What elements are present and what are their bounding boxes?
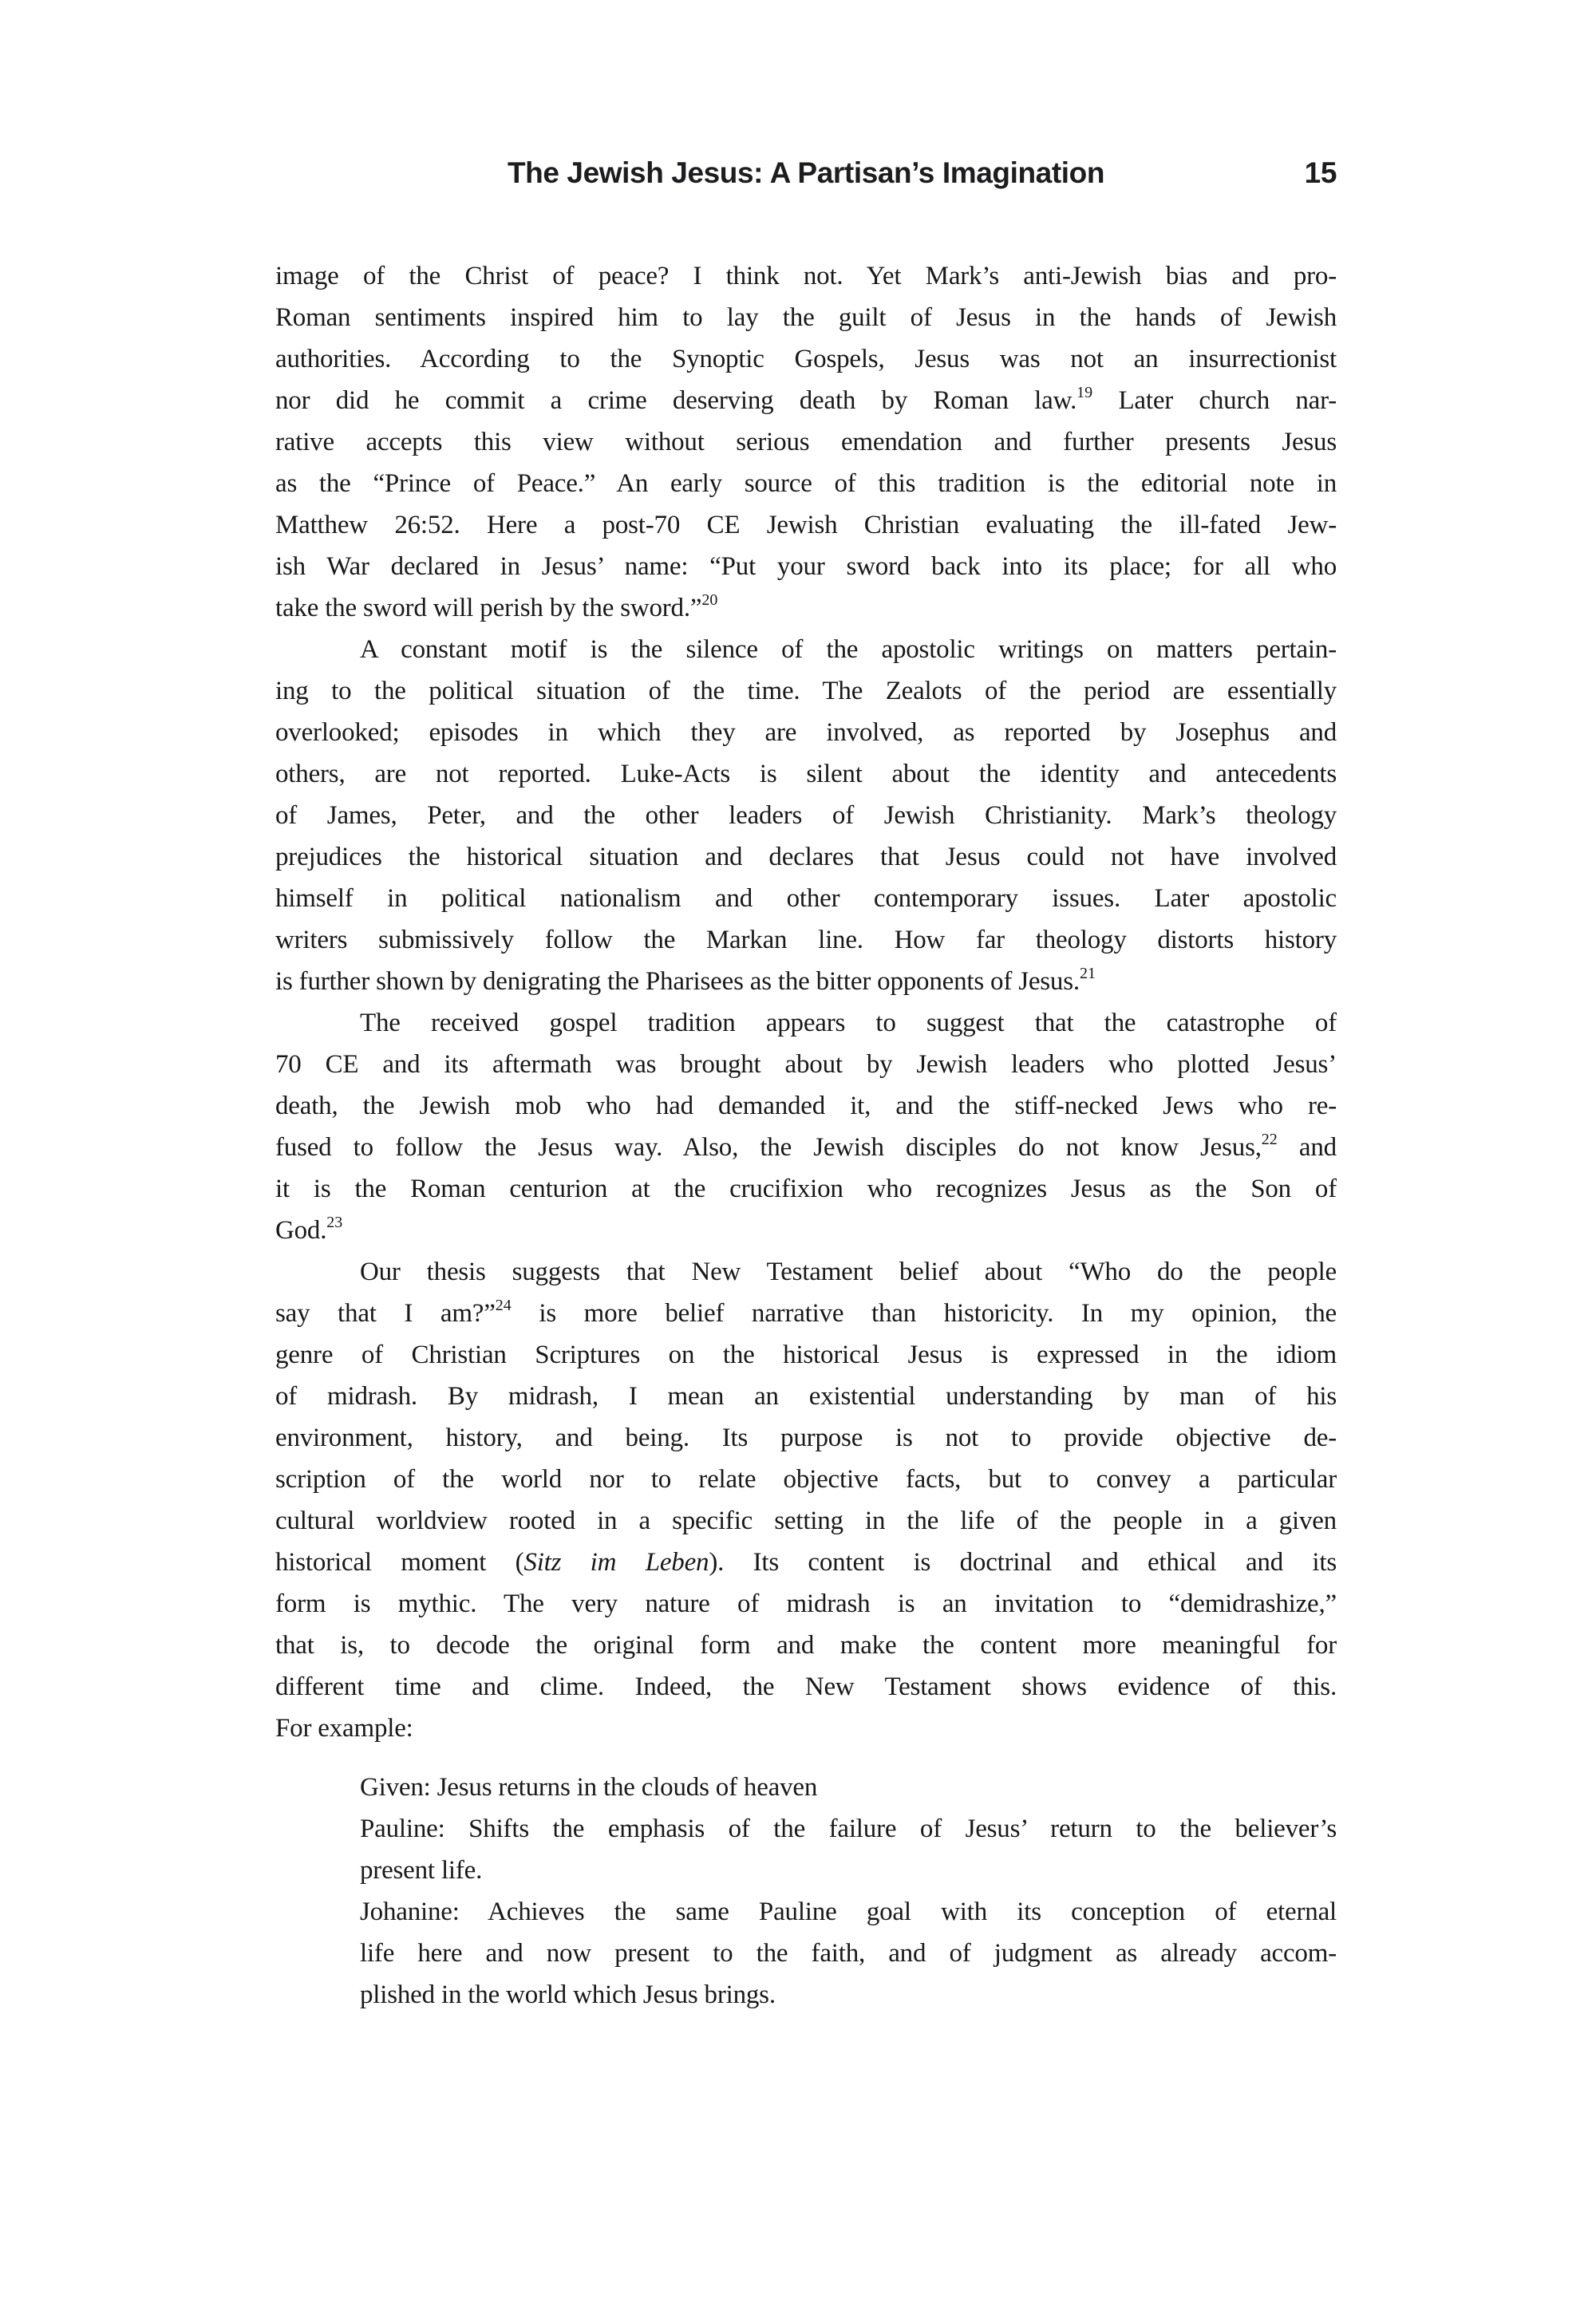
text-line: present life. xyxy=(360,1856,483,1885)
text-line: take the sword will perish by the sword.”$^{20}$ xyxy=(275,591,718,622)
text-line: himself in political nationalism and other contemporary issues. Later apostolic xyxy=(275,884,1337,913)
paragraph-2 xyxy=(275,629,1337,1002)
text-line: Our thesis suggests that New Testament belief about “Who do the people xyxy=(360,1258,1337,1286)
text-line: as the “Prince of Peace.” An early source of this tradition is the editorial note in xyxy=(275,469,1337,498)
text-line: life here and now present to the faith, and of judgment as already accom- xyxy=(360,1939,1337,1968)
text-line: cultural worldview rooted in a specific setting in the life of the people in a given xyxy=(275,1506,1337,1535)
italic-phrase: Sitz im Leben xyxy=(523,1548,709,1577)
text-line: A constant motif is the silence of the apostolic writings on matters pertain- xyxy=(360,635,1337,664)
text-line: Given: Jesus returns in the clouds of heaven xyxy=(360,1773,818,1802)
text-line: writers submissively follow the Markan line. How far theology distorts history xyxy=(275,926,1337,954)
text-line: of midrash. By midrash, I mean an existential understanding by man of his xyxy=(275,1382,1337,1411)
text-line: is further shown by denigrating the Pharisees as the bitter opponents of Jesus.$^{21}$ xyxy=(275,965,1096,996)
text-line: different time and clime. Indeed, the New Testament shows evidence of this. xyxy=(275,1672,1337,1701)
footnote-ref: 22 xyxy=(1261,1131,1278,1148)
example-item-johanine xyxy=(360,1891,1337,2016)
text-line: 70 CE and its aftermath was brought about by Jewish leaders who plotted Jesus’ xyxy=(275,1050,1337,1079)
text-line: Roman sentiments inspired him to lay the guilt of Jesus in the hands of Jewish xyxy=(275,303,1337,332)
paragraph-1 xyxy=(275,255,1337,629)
footnote-ref: 19 xyxy=(1077,384,1093,401)
text-line: genre of Christian Scriptures on the historical Jesus is expressed in the idiom xyxy=(275,1341,1337,1369)
text-line: nor did he commit a crime deserving death by Roman law.$^{19}$ Later church nar- xyxy=(275,384,1337,415)
text-line: of James, Peter, and the other leaders of Jewish Christianity. Mark’s theology xyxy=(275,801,1337,830)
text-line: Pauline: Shifts the emphasis of the failure of Jesus’ return to the believer’s xyxy=(360,1814,1337,1843)
running-head-title: The Jewish Jesus: A Partisan’s Imagination xyxy=(507,156,1105,189)
text-line: it is the Roman centurion at the crucifixion who recognizes Jesus as the Son of xyxy=(275,1175,1337,1203)
text-line: others, are not reported. Luke-Acts is silent about the identity and antecedents xyxy=(275,760,1337,788)
text-line: ing to the political situation of the time. The Zealots of the period are essentially xyxy=(275,677,1337,705)
text-line: prejudices the historical situation and declares that Jesus could not have involved xyxy=(275,843,1337,871)
text-line: authorities. According to the Synoptic Gospels, Jesus was not an insurrectionist xyxy=(275,345,1337,373)
body-text xyxy=(275,255,1337,2016)
text-line: fused to follow the Jesus way. Also, the Jewish disciples do not know Jesus,$^{22}$ and xyxy=(275,1131,1337,1162)
paragraph-3 xyxy=(275,1002,1337,1251)
text-line: rative accepts this view without serious emendation and further presents Jesus xyxy=(275,428,1337,456)
page-header xyxy=(275,156,1337,195)
page-number: 15 xyxy=(1304,156,1337,189)
footnote-ref: 24 xyxy=(495,1297,512,1314)
footnote-ref: 21 xyxy=(1079,965,1096,982)
text-line: form is mythic. The very nature of midrash is an invitation to “demidrashize,” xyxy=(275,1589,1337,1618)
text-line: overlooked; episodes in which they are involved, as reported by Josephus and xyxy=(275,718,1337,747)
text-line: The received gospel tradition appears to suggest that the catastrophe of xyxy=(360,1009,1337,1037)
example-block xyxy=(360,1767,1337,2016)
text-line: historical moment (Sitz im Leben). Its content is doctrinal and ethical and its xyxy=(275,1548,1337,1577)
text-line: ish War declared in Jesus’ name: “Put your sword back into its place; for all who xyxy=(275,552,1337,581)
paragraph-4 xyxy=(275,1251,1337,1749)
text-line: God.$^{23}$ xyxy=(275,1214,343,1245)
text-line: that is, to decode the original form and make the content more meaningful for xyxy=(275,1631,1337,1660)
footnote-ref: 23 xyxy=(326,1214,343,1231)
text-line: Matthew 26:52. Here a post-70 CE Jewish Christian evaluating the ill-fated Jew- xyxy=(275,511,1337,539)
footnote-ref: 20 xyxy=(701,591,718,609)
text-line: death, the Jewish mob who had demanded it, and the stiff-necked Jews who re- xyxy=(275,1092,1337,1120)
text-line: image of the Christ of peace? I think not. Yet Mark’s anti-Jewish bias and pro- xyxy=(275,262,1337,290)
example-item-given xyxy=(360,1767,1337,1808)
text-line: plished in the world which Jesus brings. xyxy=(360,1980,776,2009)
text-line: scription of the world nor to relate objective facts, but to convey a particular xyxy=(275,1465,1337,1494)
text-line: say that I am?”$^{24}$ is more belief narrative than historicity. In my opinion, the xyxy=(275,1297,1337,1328)
text-line: For example: xyxy=(275,1714,413,1743)
example-item-pauline xyxy=(360,1808,1337,1891)
text-line: environment, history, and being. Its purpose is not to provide objective de- xyxy=(275,1424,1337,1452)
text-line: Johanine: Achieves the same Pauline goal with its conception of eternal xyxy=(360,1897,1337,1926)
